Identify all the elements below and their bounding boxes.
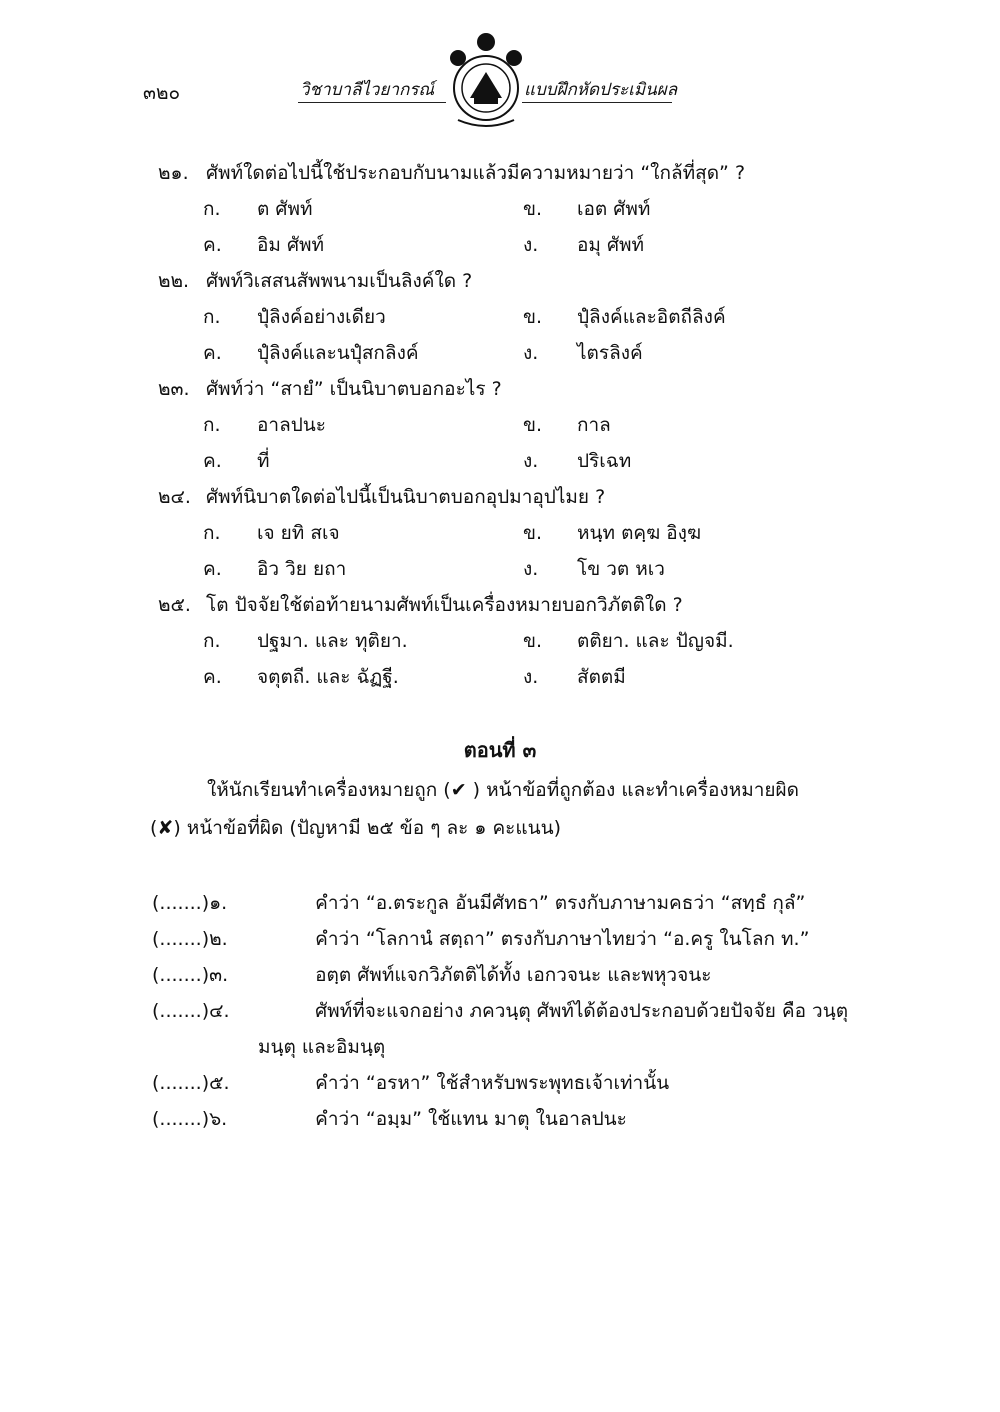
- option-c: ค. จตุตถี. และ ฉัฏฐี.: [203, 666, 399, 688]
- question-number: ๒๔.: [158, 486, 191, 508]
- option-d: ง. อมุ ศัพท์: [523, 234, 645, 256]
- option-a: ก. ต ศัพท์: [203, 198, 313, 220]
- option-d: ง. ปริเฉท: [523, 450, 632, 472]
- option-d: ง. โข วต หเว: [523, 558, 665, 580]
- question-text: ศัพท์นิบาตใดต่อไปนี้เป็นนิบาตบอกอุปมาอุปไมย ?: [206, 486, 606, 508]
- instruction-line-2: (✘) หน้าข้อที่ผิด (ปัญหามี ๒๕ ข้อ ๆ ละ ๑ คะแนน): [150, 817, 561, 839]
- answer-blank: (.......): [152, 1108, 210, 1130]
- header-subject: วิชาบาลีไวยากรณ์: [300, 80, 435, 100]
- option-c: ค. อิว วิย ยถา: [203, 558, 347, 580]
- answer-blank: (.......): [152, 928, 210, 950]
- true-false-item: [152, 924, 809, 954]
- item-number: ๖.: [209, 1108, 228, 1130]
- question-number: ๒๓.: [158, 378, 190, 400]
- item-text-continued: มนฺตุ และอิมนฺตุ: [258, 1036, 386, 1058]
- answer-blank: (.......): [152, 1000, 210, 1022]
- question-text: โต ปัจจัยใช้ต่อท้ายนามศัพท์เป็นเครื่องหมายบอกวิภัตติใด ?: [206, 594, 683, 616]
- item-text: คำว่า “อมฺม” ใช้แทน มาตุ ในอาลปนะ: [315, 1108, 627, 1130]
- question-21: [158, 158, 745, 188]
- question-text: ศัพท์ใดต่อไปนี้ใช้ประกอบกับนามแล้วมีความหมายว่า “ใกล้ที่สุด” ?: [206, 162, 746, 184]
- header-book: แบบฝึกหัดประเมินผล: [524, 80, 678, 100]
- option-a: ก. อาลปนะ: [203, 414, 326, 436]
- true-false-item: [152, 1068, 669, 1098]
- option-a: ก. ปฐมา. และ ทุติยา.: [203, 630, 408, 652]
- item-number: ๓.: [209, 964, 229, 986]
- true-false-item: [152, 960, 711, 990]
- instruction-line-1: ให้นักเรียนทำเครื่องหมายถูก (✔ ) หน้าข้อที่ถูกต้อง และทำเครื่องหมายผิด: [207, 779, 800, 801]
- option-b: ข. เอต ศัพท์: [523, 198, 651, 220]
- answer-blank: (.......): [152, 1072, 210, 1094]
- page-number: ๓๒๐: [143, 82, 181, 104]
- option-a: ก. ปุํลิงค์อย่างเดียว: [203, 306, 386, 328]
- question-22: [158, 266, 472, 296]
- header-underline-left: [298, 102, 446, 103]
- option-b: ข. กาล: [523, 414, 611, 436]
- option-c: ค. อิม ศัพท์: [203, 234, 325, 256]
- true-false-item: [152, 1104, 627, 1134]
- question-text: ศัพท์วิเสสนสัพพนามเป็นลิงค์ใด ?: [206, 270, 473, 292]
- answer-blank: (.......): [152, 964, 210, 986]
- item-text: คำว่า “อ.ตระกูล อันมีศัทธา” ตรงกับภาษามคธว่า “สทฺธํ กุลํ”: [315, 892, 806, 914]
- answer-blank: (.......): [152, 892, 210, 914]
- option-d: ง. สัตตมี: [523, 666, 626, 688]
- option-c: ค. ปุํลิงค์และนปุํสกลิงค์: [203, 342, 419, 364]
- item-number: ๑.: [209, 892, 228, 914]
- item-text: คำว่า “อรหา” ใช้สำหรับพระพุทธเจ้าเท่านั้น: [315, 1072, 670, 1094]
- true-false-item: [152, 888, 805, 918]
- question-text: ศัพท์ว่า “สายํ” เป็นนิบาตบอกอะไร ?: [206, 378, 502, 400]
- question-number: ๒๕.: [158, 594, 191, 616]
- option-b: ข. ตติยา. และ ปัญจมี.: [523, 630, 734, 652]
- question-24: [158, 482, 605, 512]
- question-25: [158, 590, 683, 620]
- question-23: [158, 374, 502, 404]
- true-false-item: [152, 996, 848, 1026]
- item-text: อตฺต ศัพท์แจกวิภัตติได้ทั้ง เอกวจนะ และพหุวจนะ: [315, 964, 712, 986]
- option-b: ข. หนฺท ตคฺฆ อิงฺฆ: [523, 522, 702, 544]
- school-emblem-icon: [440, 32, 532, 132]
- question-number: ๒๑.: [158, 162, 189, 184]
- option-a: ก. เจ ยทิ สเจ: [203, 522, 340, 544]
- check-mark-icon: ✔: [450, 779, 467, 801]
- option-c: ค. ที่: [203, 450, 270, 472]
- header-underline-right: [522, 102, 672, 103]
- question-number: ๒๒.: [158, 270, 190, 292]
- option-b: ข. ปุํลิงค์และอิตถีลิงค์: [523, 306, 726, 328]
- option-d: ง. ไตรลิงค์: [523, 342, 643, 364]
- item-text: คำว่า “โลกานํ สตฺถา” ตรงกับภาษาไทยว่า “อ.ครู ในโลก ท.”: [315, 928, 810, 950]
- item-number: ๔.: [209, 1000, 230, 1022]
- cross-mark-icon: ✘: [157, 817, 174, 839]
- section-title: ตอนที่ ๓: [463, 738, 537, 762]
- item-number: ๒.: [209, 928, 228, 950]
- item-number: ๕.: [209, 1072, 230, 1094]
- item-text: ศัพท์ที่จะแจกอย่าง ภควนฺตุ ศัพท์ได้ต้องประกอบด้วยปัจจัย คือ วนฺตุ: [315, 1000, 849, 1022]
